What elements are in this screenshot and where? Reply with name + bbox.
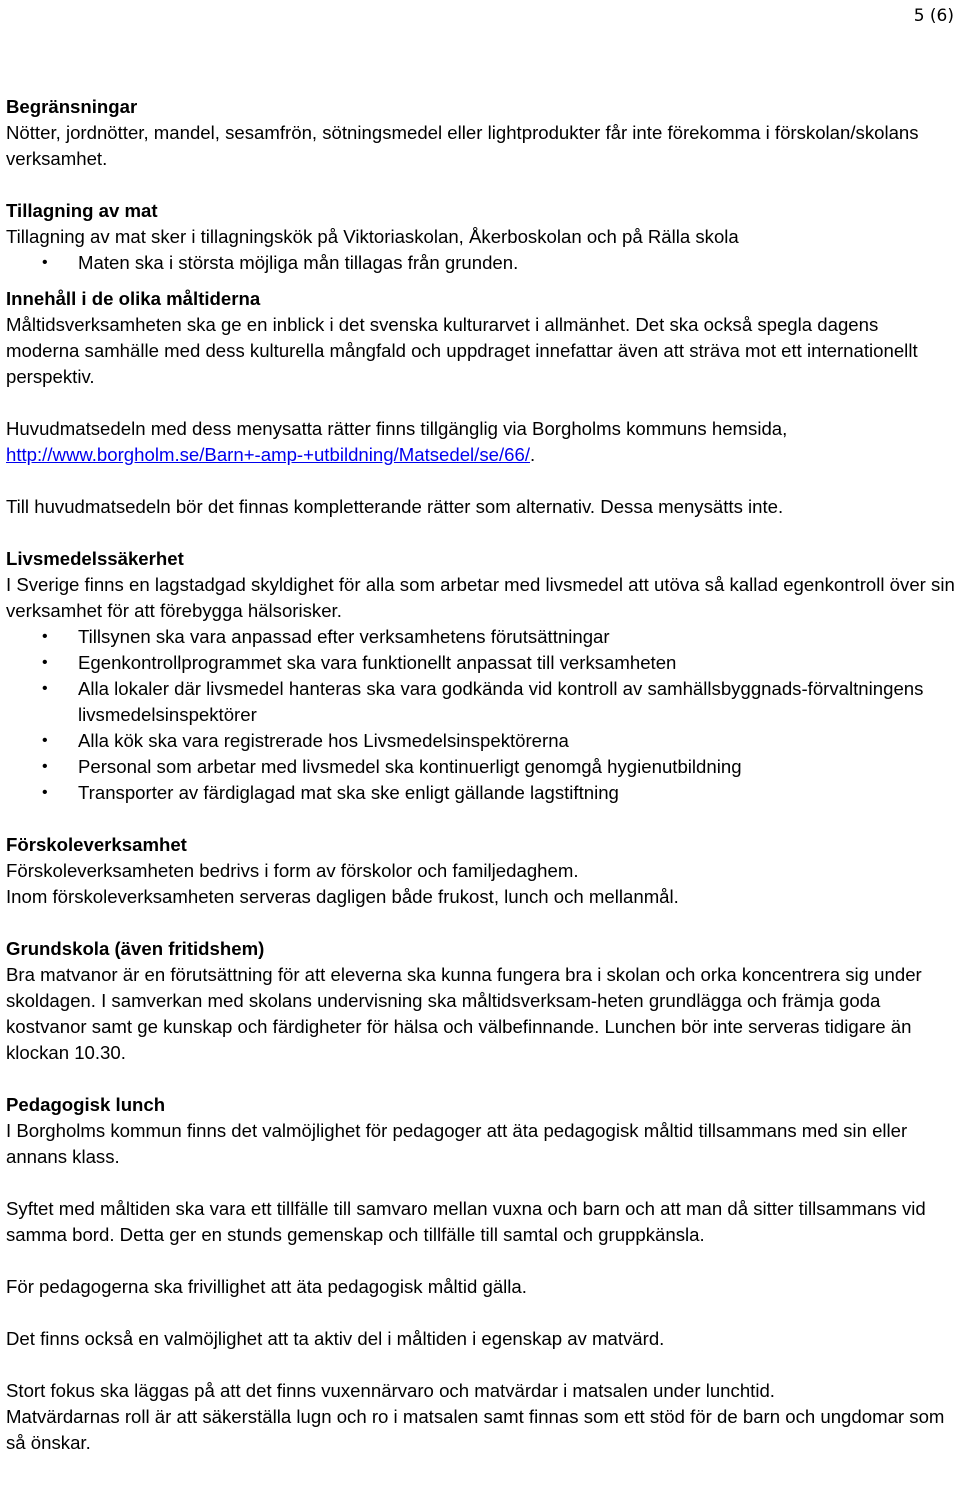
section-grundskola	[6, 936, 956, 1066]
section-forskola	[6, 832, 956, 910]
section-heading: Tillagning av mat	[6, 200, 158, 221]
paragraph: Inom förskoleverksamheten serveras dagligen både frukost, lunch och mellanmål.	[6, 886, 679, 907]
list-item: • Transporter av färdiglagad mat ska ske enligt gällande lagstiftning	[6, 780, 956, 806]
section-innehall	[6, 286, 956, 520]
bullet-list	[6, 250, 956, 276]
paragraph: Matvärdarnas roll är att säkerställa lugn och ro i matsalen samt finnas som ett stöd för de barn och ungdomar som så önskar.	[6, 1406, 945, 1453]
section-heading: Pedagogisk lunch	[6, 1094, 166, 1115]
paragraph: Bra matvanor är en förutsättning för att eleverna ska kunna fungera bra i skolan och orka koncentrera sig under skoldagen. I samverkan med skolans undervisning ska måltidsverksam-heten grundlägga och främja goda kostvanor samt ge kunskap och färdigheter för hälsa och välbefinnande. Lunchen bör inte serveras tidigare än klockan 10.30.	[6, 964, 922, 1063]
paragraph: Stort fokus ska läggas på att det finns vuxennärvaro och matvärdar i matsalen under lunchtid.	[6, 1380, 775, 1401]
section-tillagning	[6, 198, 956, 276]
list-item: • Alla lokaler där livsmedel hanteras ska vara godkända vid kontroll av samhällsbyggnads-förvaltningens livsmedelsinspektörer	[6, 676, 956, 728]
paragraph: Till huvudmatsedeln bör det finnas kompletterande rätter som alternativ. Dessa menysätts inte.	[6, 496, 784, 517]
section-heading: Förskoleverksamhet	[6, 834, 187, 855]
section-heading: Grundskola (även fritidshem)	[6, 938, 265, 959]
paragraph: Förskoleverksamheten bedrivs i form av förskolor och familjedaghem.	[6, 860, 579, 881]
section-begransningar	[6, 94, 956, 172]
bullet-list	[6, 624, 956, 806]
paragraph: För pedagogerna ska frivillighet att äta pedagogisk måltid gälla.	[6, 1276, 527, 1297]
paragraph: Det finns också en valmöjlighet att ta aktiv del i måltiden i egenskap av matvärd.	[6, 1328, 665, 1349]
paragraph: Nötter, jordnötter, mandel, sesamfrön, sötningsmedel eller lightprodukter får inte förekomma i förskolan/skolans verksamhet.	[6, 122, 919, 169]
matsedel-link[interactable]: http://www.borgholm.se/Barn+-amp-+utbildning/Matsedel/se/66/	[6, 444, 531, 465]
section-heading: Livsmedelssäkerhet	[6, 548, 184, 569]
paragraph: Tillagning av mat sker i tillagningskök på Viktoriaskolan, Åkerboskolan och på Rälla skola	[6, 226, 739, 247]
section-livsmedel	[6, 546, 956, 806]
list-item: • Egenkontrollprogrammet ska vara funktionellt anpassat till verksamheten	[6, 650, 956, 676]
list-item: • Alla kök ska vara registrerade hos Livsmedelsinspektörerna	[6, 728, 956, 754]
section-pedagogisk	[6, 1092, 956, 1456]
paragraph: Måltidsverksamheten ska ge en inblick i det svenska kulturarvet i allmänhet. Det ska också spegla dagens moderna samhälle med dess kulturella mångfald och uppdraget innefattar även att sträva mot ett internationellt perspektiv.	[6, 314, 918, 387]
document-body	[6, 94, 956, 1482]
list-item: • Personal som arbetar med livsmedel ska kontinuerligt genomgå hygienutbildning	[6, 754, 956, 780]
list-item: • Tillsynen ska vara anpassad efter verksamhetens förutsättningar	[6, 624, 956, 650]
paragraph: I Borgholms kommun finns det valmöjlighet för pedagoger att äta pedagogisk måltid tillsammans med sin eller annans klass.	[6, 1120, 908, 1167]
page-number: 5 (6)	[913, 6, 954, 26]
punctuation: .	[530, 444, 536, 465]
paragraph: I Sverige finns en lagstadgad skyldighet för alla som arbetar med livsmedel att utöva så kallad egenkontroll över sin verksamhet för att förebygga hälsorisker.	[6, 574, 955, 621]
section-heading: Innehåll i de olika måltiderna	[6, 288, 261, 309]
paragraph	[6, 416, 956, 468]
list-item: • Maten ska i största möjliga mån tillagas från grunden.	[6, 250, 956, 276]
paragraph-text: Huvudmatsedeln med dess menysatta rätter finns tillgänglig via Borgholms kommuns hemsida,	[6, 418, 788, 439]
section-heading: Begränsningar	[6, 96, 138, 117]
paragraph: Syftet med måltiden ska vara ett tillfälle till samvaro mellan vuxna och barn och att man då sitter tillsammans vid samma bord. Detta ger en stunds gemenskap och tillfälle till samtal och gruppkänsla.	[6, 1198, 926, 1245]
